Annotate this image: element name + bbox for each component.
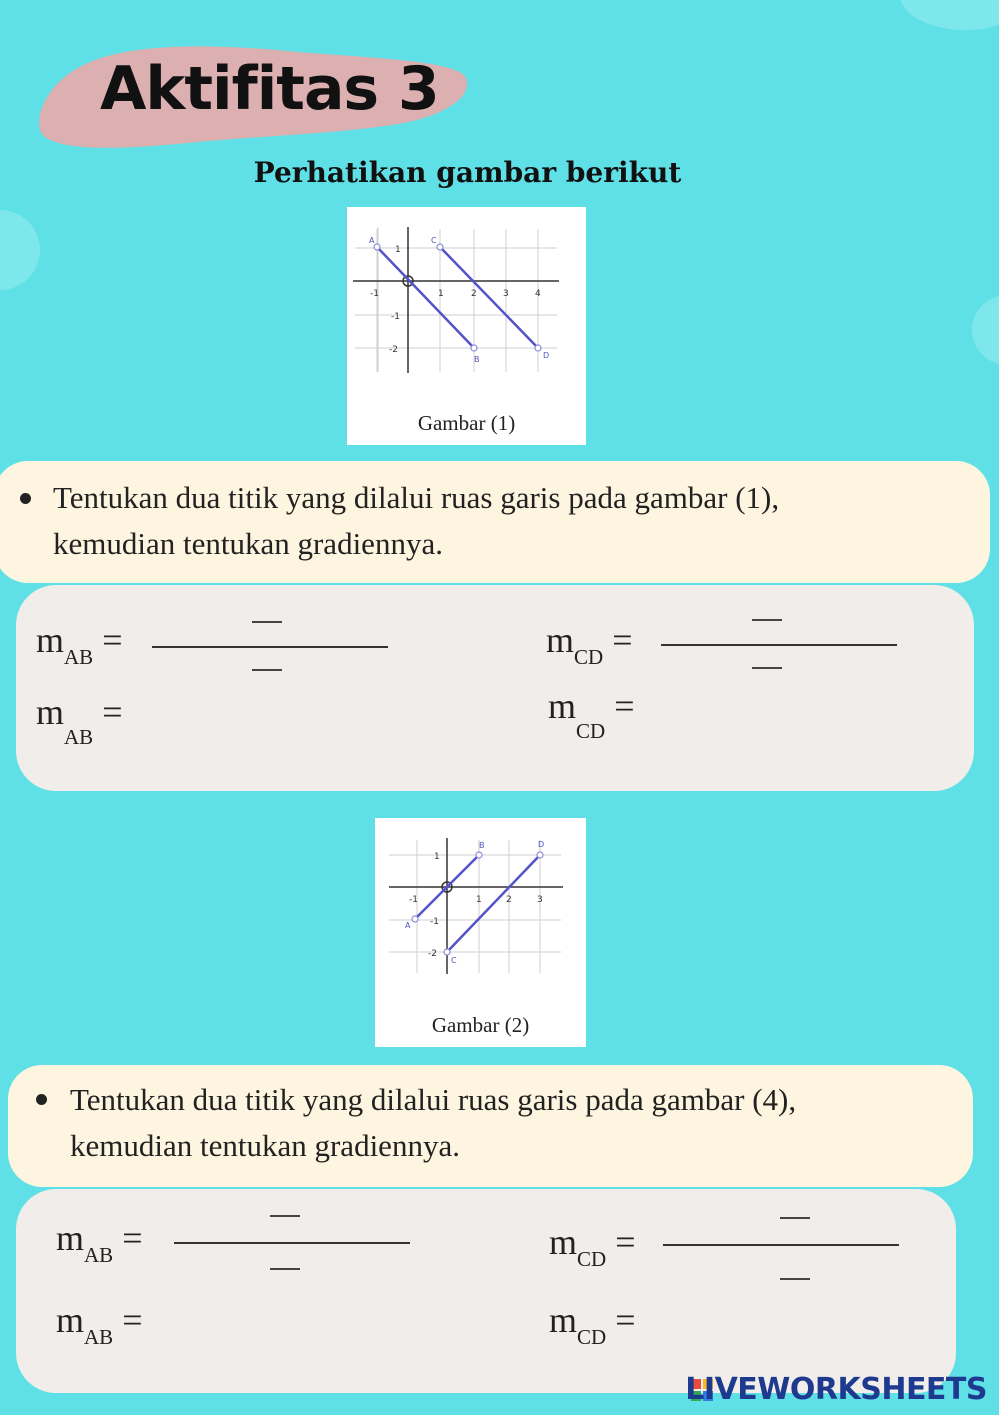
instruction-box-1 (0, 461, 990, 583)
instruction-line-1: Tentukan dua titik yang dilalui ruas garis pada gambar (1), (53, 480, 780, 515)
gradient-ab-fraction-label: $m_{AB}$ = (36, 620, 123, 669)
ab-denominator-input[interactable] (270, 1268, 300, 1270)
ab-fraction-bar (174, 1242, 410, 1244)
figure-1-point-label: C (431, 236, 437, 245)
figure-2-y-tick: -2 (428, 949, 437, 959)
figure-1-x-tick: 4 (535, 289, 541, 299)
figure-1 (347, 207, 586, 445)
cd-denominator-input[interactable] (752, 667, 782, 669)
figure-1-x-tick: 1 (438, 289, 444, 299)
figure-1-point-label: A (369, 236, 375, 245)
figure-2-point-label: C (451, 956, 457, 965)
cd-denominator-input[interactable] (780, 1278, 810, 1280)
instruction-line-2: kemudian tentukan gradiennya. (53, 526, 443, 561)
instruction-line-2: kemudian tentukan gradiennya. (70, 1128, 460, 1163)
figure-1-y-tick: 1 (395, 245, 401, 255)
figure-2-x-tick: 3 (537, 895, 543, 905)
cd-numerator-input[interactable] (752, 619, 782, 621)
figure-2-point-label: D (538, 840, 545, 849)
figure-1-y-tick: -2 (389, 345, 398, 355)
ab-numerator-input[interactable] (270, 1215, 300, 1217)
gradient-ab-result-label[interactable]: $m_{AB}$ = (36, 692, 123, 749)
decor-blob-left (0, 210, 40, 290)
cd-fraction-bar (661, 644, 897, 646)
page-title: Aktifitas 3 (100, 54, 439, 124)
ab-numerator-input[interactable] (252, 621, 282, 623)
figure-1-point-label: B (474, 355, 480, 364)
gradient-cd-result-label[interactable]: $m_{CD}$ = (549, 1300, 636, 1349)
figure-1-caption: Gambar (1) (417, 411, 516, 435)
figure-1-point-label: D (543, 351, 550, 360)
answer-box-1 (16, 585, 974, 791)
figure-1-x-tick: 3 (503, 289, 509, 299)
figure-2-x-tick: 1 (476, 895, 482, 905)
figure-2-segment-cd (447, 855, 540, 952)
figure-2-y-tick: 1 (434, 852, 440, 862)
bullet-icon (20, 493, 31, 504)
figure-2-x-tick: 2 (506, 895, 512, 905)
page-subtitle: Perhatikan gambar berikut (253, 156, 682, 189)
cd-numerator-input[interactable] (780, 1217, 810, 1219)
figure-1-segment-ab (377, 247, 474, 348)
figure-2-caption: Gambar (2) (431, 1013, 530, 1037)
answer-box-2 (16, 1189, 956, 1393)
gradient-cd-fraction-label: $m_{CD}$ = (546, 620, 633, 669)
gradient-ab-result-label[interactable]: $m_{AB}$ = (56, 1300, 143, 1349)
bullet-icon (36, 1094, 47, 1105)
gradient-ab-fraction-label: $m_{AB}$ = (56, 1218, 143, 1267)
decor-blob-right (972, 295, 999, 365)
figure-2-point-label: B (479, 841, 485, 850)
figure-1-y-tick: -1 (391, 312, 400, 322)
ab-fraction-bar (152, 646, 388, 648)
gradient-cd-result-label[interactable]: $m_{CD}$ = (548, 686, 635, 743)
ab-denominator-input[interactable] (252, 669, 282, 671)
figure-2 (375, 818, 586, 1047)
brand-watermark: LIVEWORKSHEETS (685, 1372, 987, 1407)
figure-1-graph (347, 207, 586, 445)
figure-2-x-tick: -1 (409, 895, 418, 905)
instruction-line-1: Tentukan dua titik yang dilalui ruas garis pada gambar (4), (70, 1082, 797, 1117)
figure-2-y-tick: -1 (430, 917, 439, 927)
instruction-box-2 (8, 1065, 973, 1187)
figure-2-point-label: A (405, 921, 411, 930)
decor-blob-top-right (900, 0, 999, 30)
figure-1-segment-cd (440, 247, 538, 348)
figure-1-x-tick: 2 (471, 289, 477, 299)
figure-1-x-tick: -1 (370, 289, 379, 299)
cd-fraction-bar (663, 1244, 899, 1246)
gradient-cd-fraction-label: $m_{CD}$ = (549, 1222, 636, 1271)
